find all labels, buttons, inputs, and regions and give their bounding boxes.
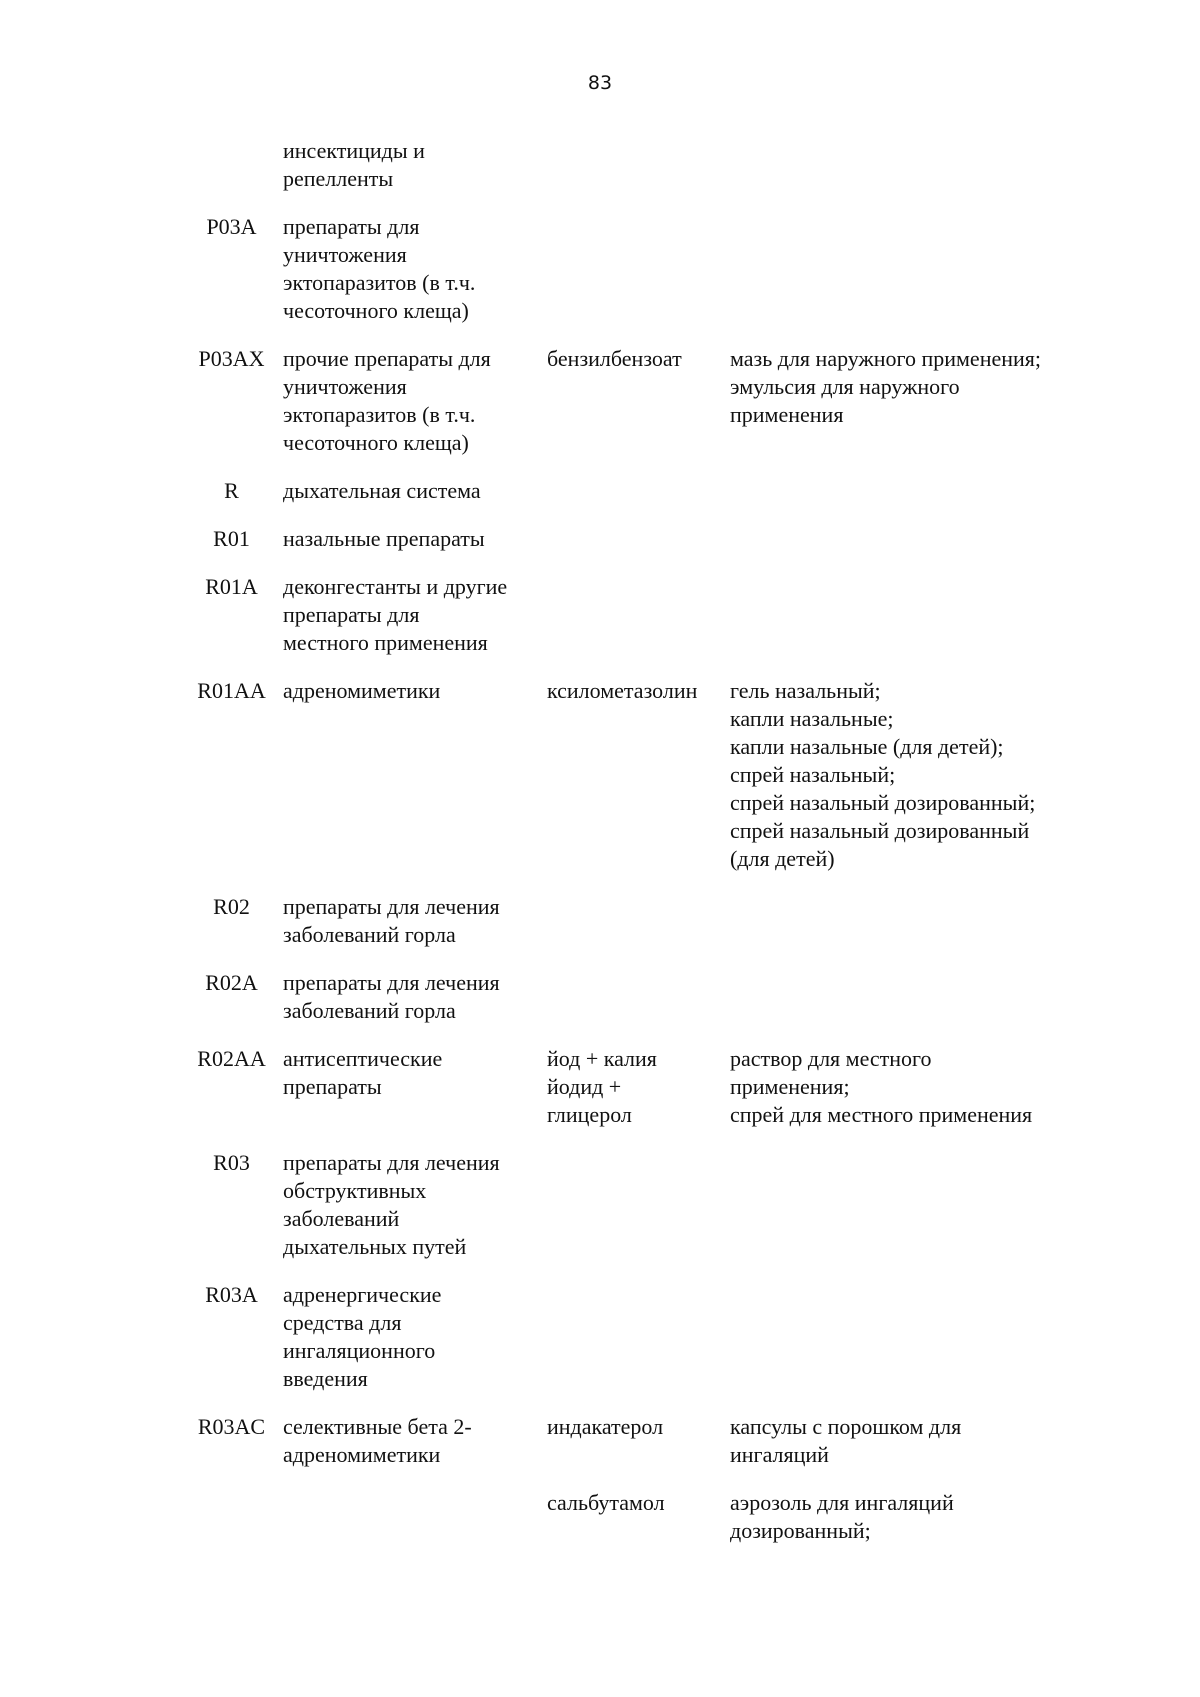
atc-code	[180, 1489, 283, 1545]
drug-name	[547, 137, 730, 193]
table-row	[180, 1149, 1080, 1261]
table-row	[180, 345, 1080, 457]
dosage-form: мазь для наружного применения; эмульсия для наружного применения	[730, 346, 1042, 427]
anatomical-therapeutic-group: препараты для лечения заболеваний горла	[283, 894, 500, 947]
dosage-form	[730, 525, 1080, 553]
dosage-form	[730, 969, 1080, 1025]
drug-name	[547, 1149, 730, 1261]
table-row	[180, 1281, 1080, 1393]
dosage-form: гель назальный; капли назальные; капли назальные (для детей); спрей назальный; спрей назальный дозированный; спрей назальный дозированный (для детей)	[730, 678, 1036, 871]
drug-name: ксилометазолин	[547, 678, 698, 703]
table-row	[180, 1489, 1080, 1545]
drug-name: сальбутамол	[547, 1490, 665, 1515]
table-row	[180, 893, 1080, 949]
atc-code: R03A	[205, 1282, 258, 1307]
anatomical-therapeutic-group: деконгестанты и другие препараты для местного применения	[283, 574, 508, 655]
drug-name: бензилбензоат	[547, 346, 682, 371]
anatomical-therapeutic-group: назальные препараты	[283, 526, 485, 551]
dosage-form	[730, 213, 1080, 325]
table-row	[180, 573, 1080, 657]
dosage-form	[730, 1149, 1080, 1261]
drug-classification-table	[180, 137, 1080, 1565]
drug-name: индакатерол	[547, 1414, 664, 1439]
anatomical-therapeutic-group: дыхательная система	[283, 478, 481, 503]
table-row	[180, 525, 1080, 553]
dosage-form: аэрозоль для ингаляций дозированный;	[730, 1490, 954, 1543]
drug-name	[547, 1281, 730, 1393]
page-number: 83	[587, 72, 613, 94]
table-row	[180, 1045, 1080, 1129]
dosage-form: раствор для местного применения; спрей для местного применения	[730, 1046, 1033, 1127]
anatomical-therapeutic-group: прочие препараты для уничтожения эктопаразитов (в т.ч. чесоточного клеща)	[283, 346, 491, 455]
dosage-form	[730, 893, 1080, 949]
table-row	[180, 477, 1080, 505]
atc-code: R	[224, 478, 239, 503]
atc-code: R03AC	[197, 1414, 266, 1439]
anatomical-therapeutic-group: препараты для лечения обструктивных заболеваний дыхательных путей	[283, 1150, 500, 1259]
drug-name	[547, 213, 730, 325]
anatomical-therapeutic-group: антисептические препараты	[283, 1046, 443, 1099]
dosage-form	[730, 137, 1080, 193]
table-row	[180, 677, 1080, 873]
atc-code: P03AX	[198, 346, 265, 371]
drug-name	[547, 477, 730, 505]
dosage-form	[730, 1281, 1080, 1393]
dosage-form: капсулы с порошком для ингаляций	[730, 1414, 962, 1467]
anatomical-therapeutic-group	[283, 1489, 547, 1545]
anatomical-therapeutic-group: инсектициды и репелленты	[283, 138, 425, 191]
atc-code: R01A	[205, 574, 258, 599]
anatomical-therapeutic-group: селективные бета 2- адреномиметики	[283, 1414, 472, 1467]
table-row	[180, 969, 1080, 1025]
drug-name	[547, 969, 730, 1025]
atc-code	[180, 137, 283, 193]
atc-code: R02	[213, 894, 250, 919]
table-row	[180, 213, 1080, 325]
atc-code: R01AA	[197, 678, 266, 703]
atc-code: R03	[213, 1150, 250, 1175]
drug-name	[547, 573, 730, 657]
anatomical-therapeutic-group: препараты для лечения заболеваний горла	[283, 970, 500, 1023]
table-row	[180, 1413, 1080, 1469]
atc-code: P03A	[206, 214, 257, 239]
atc-code: R02A	[205, 970, 258, 995]
dosage-form	[730, 477, 1080, 505]
drug-name	[547, 525, 730, 553]
anatomical-therapeutic-group: препараты для уничтожения эктопаразитов (в т.ч. чесоточного клеща)	[283, 214, 476, 323]
dosage-form	[730, 573, 1080, 657]
drug-name	[547, 893, 730, 949]
anatomical-therapeutic-group: адренергические средства для ингаляционного введения	[283, 1282, 442, 1391]
anatomical-therapeutic-group: адреномиметики	[283, 678, 441, 703]
table-row	[180, 137, 1080, 193]
atc-code: R02AA	[197, 1046, 266, 1071]
atc-code: R01	[213, 526, 250, 551]
drug-name: йод + калия йодид + глицерол	[547, 1046, 657, 1127]
